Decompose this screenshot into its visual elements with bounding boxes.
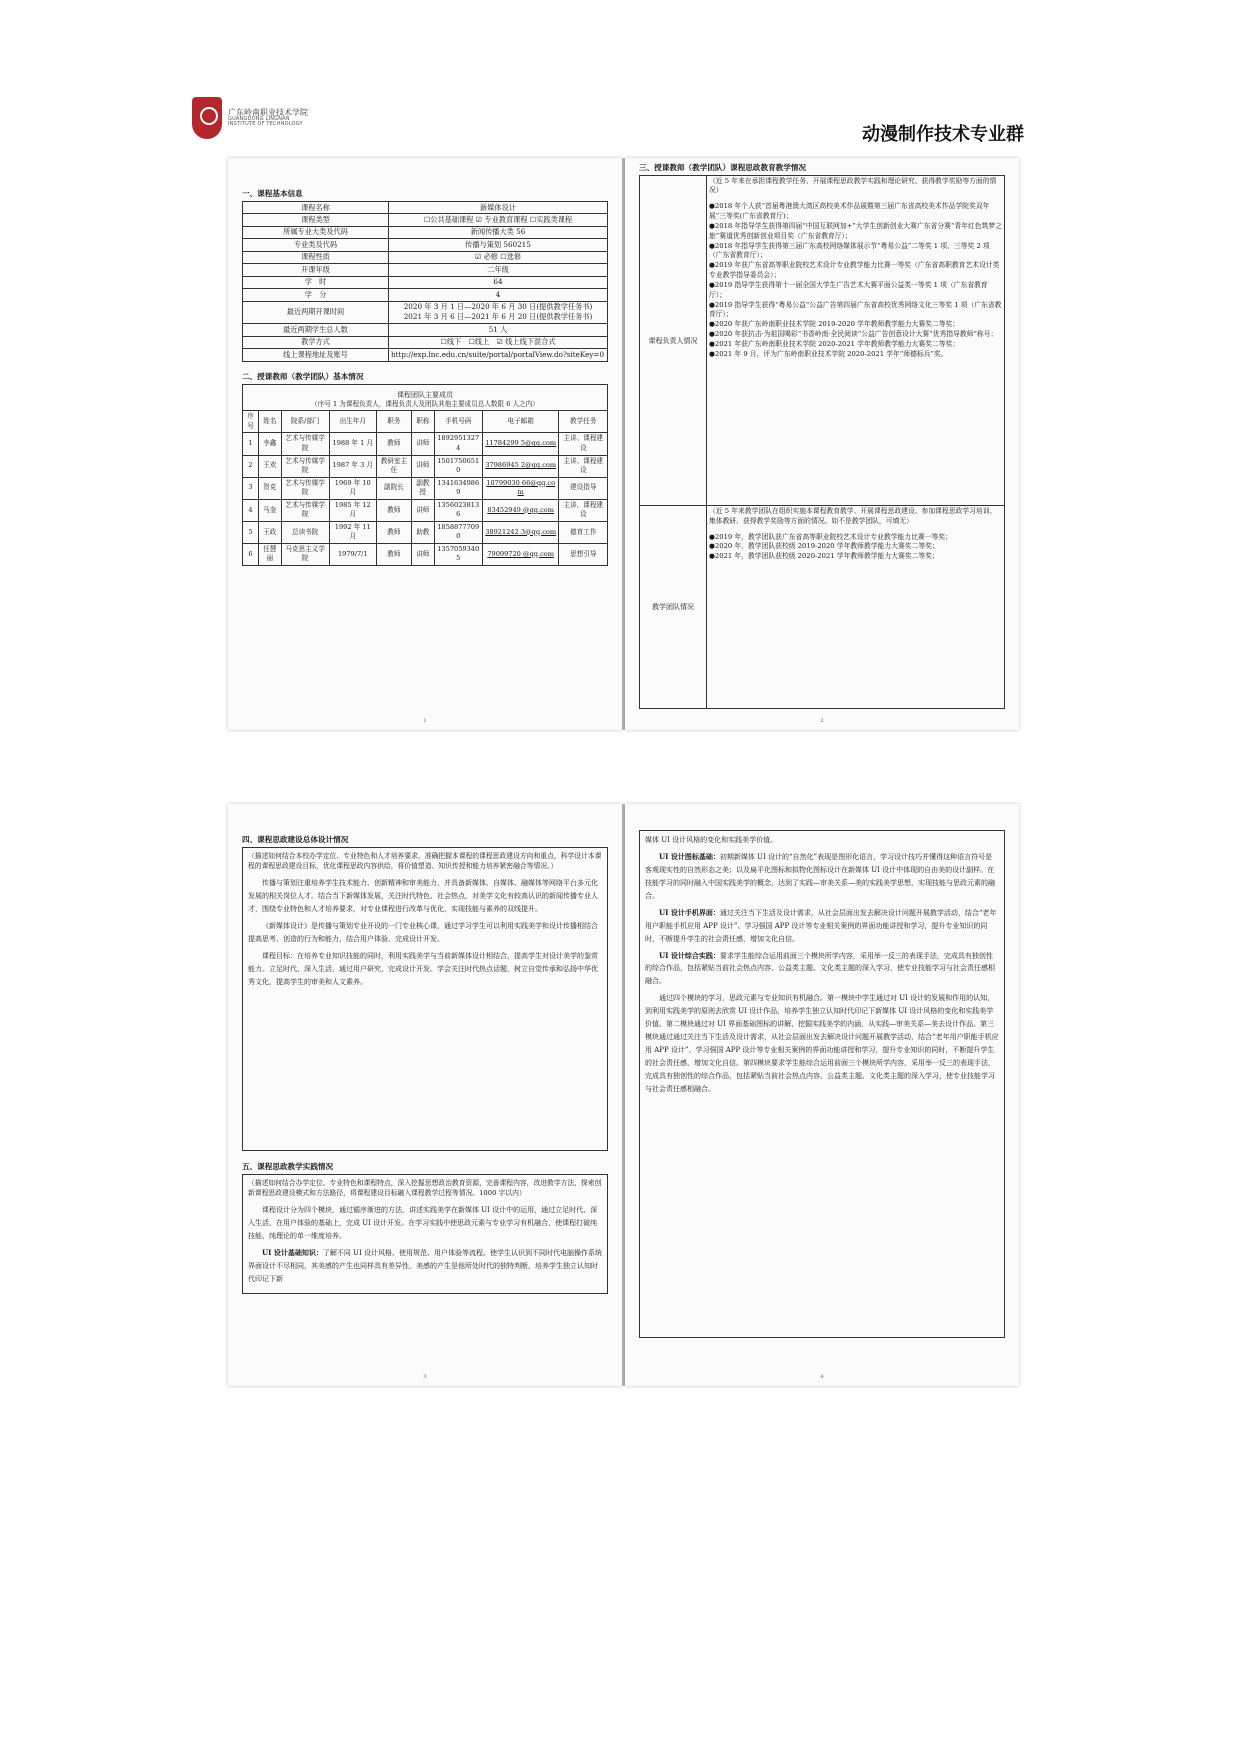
- team-row: [243, 455, 608, 477]
- team-header-cell: 电子邮箱: [482, 411, 559, 433]
- basic-info-value: ☐公共基础课程 ☑ 专业教育课程 ☐实践类课程: [389, 214, 608, 226]
- section-4-bracket: （描述如何结合本校办学定位、专业特色和人才培养要求，准确把握本课程的课程思政建设方向和重点，科学设计本课程的课程思政建设目标，优化课程思政内容供给，将价值塑造、知识传授和能力培养紧密融合等情况。）: [248, 852, 602, 871]
- team-cell: 主讲、课程建设: [559, 455, 608, 477]
- basic-info-row: [243, 349, 608, 361]
- team-cell: 教师: [376, 543, 411, 565]
- summary-para: 通过四个模块的学习，思政元素与专业知识有机融合。第一模块中学生通过对 UI 设计的发展和作用的认知，到利用实践美学的原则去欣赏 UI 设计作品，培养学生独立认知时代印记下新媒体 UI 设计风格的变化和实践美学价值。第二模块通过对 UI 界面基础图标的讲解、挖掘实践美学的内涵，从实践—审美关系—美去设计作品。第三模块通过通过关注当下生活及设计需求，从社会层面出发去解决设计问题开展教学活动，结合“老年用户职能手机应用 APP 设计”、学习强国 APP 设计等专业相关案例的界面功能讲授和学习，提升专业知识的同时，不断提升学生的社会责任感，增加文化自信。第四模块要求学生能综合运用前面三个模块所学内容，采用举一反三的表现手法，完成具有独创性的综合作品，包括紧贴当前社会热点内容、公益类主题、文化类主题的深入学习，使专业技能学习与社会责任感相融合。: [645, 994, 999, 1093]
- team-cell: 讲师: [412, 433, 434, 455]
- basic-info-value: 64: [389, 276, 608, 288]
- team-cell: 1969 年 10 月: [329, 477, 376, 499]
- team-row: [243, 499, 608, 521]
- basic-info-value: 传播与策划 560215: [389, 239, 608, 251]
- lead-content: [707, 176, 1005, 506]
- basic-info-label: 课程性质: [243, 251, 389, 263]
- team-row: [243, 543, 608, 565]
- team-cell: 主讲、课程建设: [559, 433, 608, 455]
- team-cell: 助教: [412, 521, 434, 543]
- team-cell: 18588777090: [434, 521, 482, 543]
- team-cell: 5: [243, 521, 259, 543]
- team-cell: 15017506510: [434, 455, 482, 477]
- basic-info-row: [243, 301, 608, 324]
- lead-items: [709, 202, 1002, 360]
- award-item: ●2018 年指导学生获得第四届“中国互联网加+”大学生创新创业大赛广东省分赛“青年红色筑梦之旅”赛道优秀创新创业项目奖（广东省教育厅）；: [709, 221, 1002, 240]
- team-cell: 6: [243, 543, 259, 565]
- team-cell: 教师: [376, 521, 411, 543]
- module-para: [645, 851, 999, 903]
- team-cell: 教研室主任: [376, 455, 411, 477]
- team-content: [707, 506, 1005, 709]
- basic-info-label: 课程名称: [243, 202, 389, 214]
- team-row: [243, 521, 608, 543]
- team-caption: 课程团队主要成员: [397, 390, 453, 399]
- page-number: 2: [820, 718, 824, 724]
- basic-info-row: [243, 276, 608, 288]
- basic-info-label: 最近两期开课时间: [243, 301, 389, 324]
- section-5-bracket: （描述如何结合办学定位、专业特色和课程特点，深入挖掘思想政治教育资源，完善课程内容，改进教学方法，探索创新课程思政建设模式和方法路径，将课程建设目标融入课程教学过程等情况。1000 字以内）: [248, 1179, 602, 1198]
- award-item: ●2019 指导学生获得“粤易公益”公益广告第四届广东省高校优秀网络文化三等奖 1 项（广东省教育厅）；: [709, 300, 1002, 319]
- team-cell: 思想引导: [559, 543, 608, 565]
- basic-info-row: [243, 202, 608, 214]
- award-item: ●2020 年获广东岭南职业技术学院 2019-2020 学年教师教学能力大赛奖二等奖；: [709, 320, 960, 329]
- section-3-table: [639, 175, 1005, 709]
- team-row: [243, 477, 608, 499]
- team-cell: 1: [243, 433, 259, 455]
- basic-info-label: 最近两期学生总人数: [243, 324, 389, 336]
- basic-info-value: 51 人: [389, 324, 608, 336]
- module-para: [645, 950, 999, 989]
- team-cell: 1992 年 11 月: [329, 521, 376, 543]
- team-note: （序号 1 为课程负责人，课程负责人及团队其他主要成员总人数限 6 人之内）: [311, 399, 539, 408]
- team-cell: 13560238136: [434, 499, 482, 521]
- team-label: 教学团队情况: [640, 506, 707, 709]
- award-item: ●2021 年获广东岭南职业技术学院 2020-2021 学年教师教学能力大赛奖二等奖；: [709, 340, 960, 348]
- basic-info-row: [243, 289, 608, 301]
- team-header-cell: 职称: [412, 411, 434, 433]
- team-cell: 艺术与传媒学院: [281, 499, 329, 521]
- basic-info-label: 课程类型: [243, 214, 389, 226]
- basic-info-value: ☑ 必修 ☐选修: [389, 251, 608, 263]
- basic-info-row: [243, 239, 608, 251]
- basic-info-value: 二年级: [389, 264, 608, 276]
- section-2-title: 二、授课教师（教学团队）基本情况: [242, 371, 364, 381]
- team-cell: 10799030 66@qq.com: [482, 477, 559, 499]
- team-cell: 79099720 @qq.com: [482, 543, 559, 565]
- team-cell: 2: [243, 455, 259, 477]
- award-item: ●2019 年获广东省高等职业院校艺术设计专业教学能力比赛一等奖（广东省高职教育艺术设计类专业教学指导委员会）；: [709, 261, 1000, 280]
- team-header-row: [243, 411, 608, 433]
- award-item: ●2021 年 9 月，评为广东岭南职业技术学院 2020-2021 学年“师德标兵”奖。: [709, 349, 948, 358]
- team-items: [709, 533, 1002, 563]
- basic-info-label: 学 时: [243, 276, 389, 288]
- section-4-para: 《新媒体设计》是传播与策划专业开设的一门专业核心课，通过学习学生可以利用实践美学和设计传播相结合提高思考、创造的行为和能力，结合用户体验，完成设计开发。: [248, 922, 598, 944]
- team-cell: 13570593405: [434, 543, 482, 565]
- award-item: ●2019 指导学生获得第十一届全国大学生广告艺术大赛平面公益类一等奖 1 项（广东省教育厅）；: [709, 280, 988, 299]
- team-cell: 1988 年 1 月: [329, 433, 376, 455]
- basic-info-label: 专业类及代码: [243, 239, 389, 251]
- team-cell: 1987 年 3 月: [329, 455, 376, 477]
- team-row: [243, 433, 608, 455]
- scanned-page-1: [228, 158, 622, 730]
- section-4-para: 传播与策划注重培养学生技术能力、创新精神和审美能力，并具备新媒体、自媒体、融媒体等网络平台多元化发展的相关岗位人才。结合当下新媒体发展，关注时代特色、社会热点，对美学文化有较高认识的新闻传播专业人才，围绕专业特色和人才培养要求，对专业课程进行改革与优化，实现技能与素养的双线提升。: [248, 879, 598, 914]
- team-cell: 1979/7/1: [329, 543, 376, 565]
- page-number: 1: [423, 718, 427, 724]
- section-4-para: 课程目标：在培养专业知识技能的同时，利用实践美学与当前新媒体设计相结合，提高学生对设计美学的鉴赏能力。立足时代、深入生活，通过用户研究，完成设计开发。学会关注时代热点话题，树立自觉传承和弘扬中华优秀文化，提高学生的审美和人文素养。: [248, 952, 598, 986]
- team-cell: 总读书院: [281, 521, 329, 543]
- page-number: 3: [423, 1374, 427, 1380]
- group-title: 动漫制作技术专业群: [862, 124, 1024, 145]
- school-name-cn: 广东岭南职业技术学院: [228, 107, 308, 117]
- team-cell: 13416349869: [434, 477, 482, 499]
- team-header-cell: 出生年月: [329, 411, 376, 433]
- lead-bracket: （近 5 年来在承担课程教学任务、开展课程思政教学实践和理论研究、获得教学奖励等方面的情况）: [709, 176, 997, 195]
- team-cell: 主讲、课程建设: [559, 499, 608, 521]
- basic-info-row: [243, 264, 608, 276]
- section-5-para: [248, 1247, 602, 1286]
- para-body: 初期新媒体 UI 设计的“自然化”表现是图形化语言，学习设计技巧并懂得这种语言符号是客观现实性的自然形态之美；以及扁平化图标和拟物化图标设计在新媒体 UI 设计中体现的自由美的设计副样。在技能学习的同时融入中国实践美学的概念，达到了实践—审美关系—美的实践美学思想，实现技能与思政元素的融合。: [645, 852, 995, 900]
- basic-info-value: 新媒体设计: [389, 202, 608, 214]
- team-cell: 讲师: [412, 543, 434, 565]
- award-item: ●2019 年，教学团队获广东省高等职业院校艺术设计专业教学能力比赛一等奖；: [709, 532, 952, 541]
- team-cell: 教师: [376, 499, 411, 521]
- para-body: 要求学生能综合运用前面三个模块所学内容，采用举一反三的表现手法，完成具有独创性的综合作品，包括紧贴当前社会热点内容、公益类主题、文化类主题的深入学习，使专业技能学习与社会责任感相融合。: [645, 951, 995, 986]
- para-body: 通过关注当下生活及设计需求，从社会层面出发去解决设计问题开展教学活动，结合“老年用户职能手机应用 APP 设计”、学习强国 APP 设计等专业相关案例的界面功能讲授和学习，提升专业知识的同时，不断提升学生的社会责任感，增加文化自信。: [645, 908, 997, 943]
- continued-line: 媒体 UI 设计风格的变化和实践美学价值。: [645, 836, 778, 844]
- team-header-cell: 职务: [376, 411, 411, 433]
- scanned-page-2: [625, 158, 1019, 730]
- school-logo: [192, 96, 322, 140]
- team-bracket: （近 5 年来教学团队在组织实施本课程教育教学、开展课程思政建设、参加课程思政学习培训、集体教研、获得教学奖励等方面的情况。如不是教学团队，可填无）: [709, 506, 997, 525]
- team-cell: 3: [243, 477, 259, 499]
- section-3-title: 三、授课教师（教学团队）课程思政教育教学情况: [639, 163, 807, 172]
- section-5-box: [242, 1174, 608, 1294]
- team-cell: 王欢: [259, 455, 281, 477]
- section-5-continued-box: [639, 830, 1005, 1338]
- section-4-box: [242, 847, 608, 1151]
- basic-info-label: 教学方式: [243, 336, 389, 348]
- school-emblem-icon: [192, 97, 222, 139]
- page-number: 4: [820, 1374, 824, 1380]
- team-header-cell: 院系/部门: [281, 411, 329, 433]
- para-heading: UI 设计手机界面：: [659, 907, 720, 917]
- basic-info-label: 线上课程地址及账号: [243, 349, 389, 361]
- section-1-title: 一、课程基本信息: [242, 189, 303, 198]
- team-cell: 建设指导: [559, 477, 608, 499]
- team-members-table: [242, 384, 608, 566]
- team-cell: 德育工作: [559, 521, 608, 543]
- basic-info-value: 2020 年 3 月 1 日—2020 年 6 月 30 日(提供教学任务书) 2021 年 3 月 6 日—2021 年 6 月 20 日(提供教学任务书): [389, 301, 608, 324]
- team-cell: 贺克: [259, 477, 281, 499]
- basic-info-row: [243, 251, 608, 263]
- section-4-title: 四、课程思政建设总体设计情况: [242, 835, 349, 844]
- basic-info-value: 4: [389, 289, 608, 301]
- award-item: ●2021 年，教学团队获校级 2020-2021 学年教师教学能力大赛奖二等奖；: [709, 552, 939, 561]
- team-cell: 艺术与传媒学院: [281, 455, 329, 477]
- school-name-en-2: INSTITUTE OF TECHNOLOGY: [228, 121, 303, 128]
- section-5-para: 课程设计分为四个模块，通过循序渐进的方法，讲述实践美学在新媒体 UI 设计中的运用，通过立足时代、深入生活，在用户体验的基础上，完成 UI 设计开发。在学习实践中使思政元素与专业学习有机融合，使课程打破纯技能、纯理论的单一维度培养。: [248, 1206, 598, 1241]
- team-cell: 37986945 2@qq.com: [482, 455, 559, 477]
- module-para: [645, 907, 999, 946]
- award-item: ●2018 年个人获“首届粤港澳大湾区高校美术作品展暨第三届广东省高校美术作品学院奖双年展”三等奖(广东省教育厅)；: [709, 202, 990, 221]
- team-cell: 马奎: [259, 499, 281, 521]
- team-cell: 马克思主义学院: [281, 543, 329, 565]
- team-cell: 教师: [376, 433, 411, 455]
- team-cell: 任慧丽: [259, 543, 281, 565]
- scanned-page-3: [228, 804, 622, 1386]
- basic-info-row: [243, 324, 608, 336]
- basic-info-row: [243, 214, 608, 226]
- team-cell: 艺术与传媒学院: [281, 477, 329, 499]
- team-cell: 讲师: [412, 455, 434, 477]
- team-header-cell: 序号: [243, 411, 259, 433]
- team-cell: 83452949 @qq.com: [482, 499, 559, 521]
- team-cell: 副教授: [412, 477, 434, 499]
- school-name-en-1: GUANGDONG LINGNAN: [228, 115, 290, 122]
- team-header-cell: 手机号码: [434, 411, 482, 433]
- team-cell: 王政: [259, 521, 281, 543]
- basic-info-value: ☐线下 ☐线上 ☑ 线上线下混合式: [389, 336, 608, 348]
- basic-info-label: 开课年级: [243, 264, 389, 276]
- team-cell: 38921242 3@qq.com: [482, 521, 559, 543]
- award-item: ●2018 年指导学生获得第三届广东高校网络媒体展示节“粤易公益”二等奖 1 项、三等奖 2 项（广东省教育厅）；: [709, 241, 990, 260]
- award-item: ●2020 年获抗击·为祖国喝彩“书香岭南·全民阅读”公益广告创意设计大赛“优秀指导教师”称号；: [709, 330, 998, 339]
- award-item: ●2020 年，教学团队获校级 2019-2020 学年教师教学能力大赛奖二等奖；: [709, 542, 939, 551]
- basic-info-label: 学 分: [243, 289, 389, 301]
- basic-info-value: http://exp.lnc.edu.cn/suite/portal/portalView.do?siteKey=0: [389, 349, 608, 361]
- basic-info-row: [243, 226, 608, 238]
- team-cell: 4: [243, 499, 259, 521]
- team-header-cell: 姓名: [259, 411, 281, 433]
- para-body: 了解不同 UI 设计风格、使用规范、用户体验等流程。使学生认识到不同时代电脑操作系统界面设计不尽相同，其美感的产生也同样具有差异性，美感的产生是他所处时代的独特判断，培养学生独立认知时代印记下新: [248, 1249, 602, 1284]
- para-heading: UI 设计基础知识：: [262, 1248, 323, 1258]
- basic-info-label: 所属专业大类及代码: [243, 226, 389, 238]
- course-basic-info-table: [242, 201, 608, 362]
- lead-label: 课程负责人情况: [640, 176, 707, 506]
- section-5-title: 五、课程思政教学实践情况: [242, 1162, 334, 1171]
- team-cell: 讲师: [412, 499, 434, 521]
- basic-info-value: 新闻传播大类 56: [389, 226, 608, 238]
- team-cell: 副院长: [376, 477, 411, 499]
- team-header-cell: 教学任务: [559, 411, 608, 433]
- team-cell: 11784299 5@qq.com: [482, 433, 559, 455]
- para-heading: UI 设计图标基础：: [659, 851, 720, 861]
- para-heading: UI 设计综合实践：: [659, 950, 720, 960]
- team-cell: 艺术与传媒学院: [281, 433, 329, 455]
- team-cell: 18929513274: [434, 433, 482, 455]
- team-cell: 李鑫: [259, 433, 281, 455]
- team-cell: 1985 年 12 月: [329, 499, 376, 521]
- basic-info-row: [243, 336, 608, 348]
- scanned-page-4: [625, 804, 1019, 1386]
